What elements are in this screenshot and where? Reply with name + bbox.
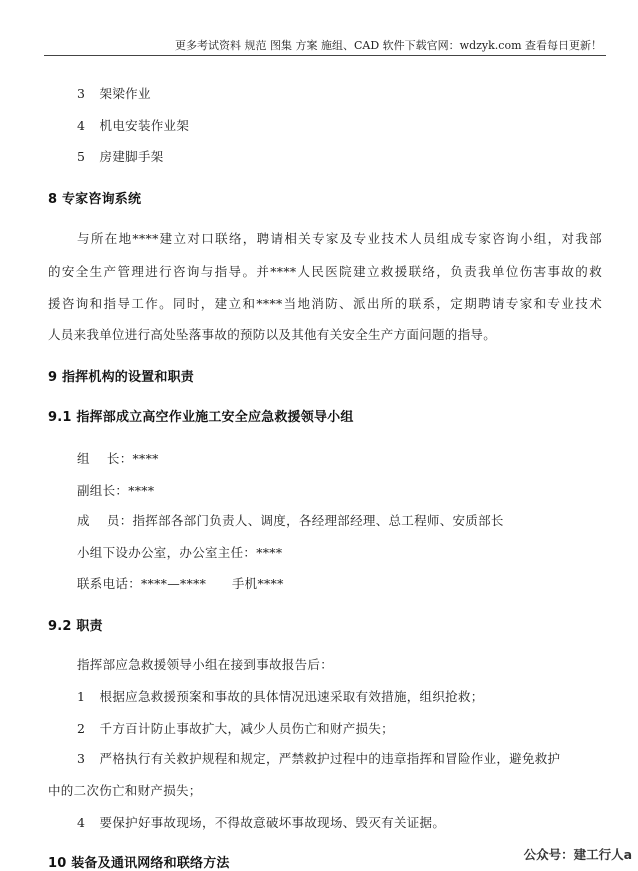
list-item [77,84,151,102]
header-rule [44,55,606,56]
office-item: 小组下设办公室，办公室主任：**** [77,545,283,560]
duty-number: 4 [77,815,86,830]
section-9-1-heading: 9.1 指挥部成立高空作业施工安全应急救援领导小组 [48,410,354,425]
page-header: 更多考试资料 规范 图集 方案 施组、CAD 软件下载官网：wdzyk.com 查看每日更新！ [175,39,602,52]
deputy-leader-item: 副组长：**** [77,483,155,498]
section-10-heading: 10 装备及通讯网络和联络方法 [48,856,230,871]
duty-number: 1 [77,689,86,704]
contact-item: 联系电话：****—**** 手机**** [77,576,284,591]
list-item-text: 房建脚手架 [99,149,164,164]
section-9-heading: 9 指挥机构的设置和职责 [48,370,194,385]
list-item-text: 机电安装作业架 [99,118,190,133]
members-item: 成 员：指挥部各部门负责人、调度，各经理部经理、总工程师、安质部长 [77,513,504,528]
duty-text: 千方百计防止事故扩大，减少人员伤亡和财产损失； [99,721,394,736]
section-8-heading: 8 专家咨询系统 [48,192,142,207]
watermark: 公众号：建工行人a [523,847,632,862]
duty-continuation: 中的二次伤亡和财产损失； [48,783,202,798]
paragraph-line: 援咨询和指导工作。同时，建立和****当地消防、派出所的联系，定期聘请专家和专业技术 [48,296,602,311]
leader-item: 组 长：**** [77,451,159,466]
duty-text: 根据应急救援预案和事故的具体情况迅速采取有效措施，组织抢救； [99,689,484,704]
duty-item [77,719,394,737]
list-item-number: 4 [77,118,86,133]
paragraph-line: 的安全生产管理进行咨询与指导。并****人民医院建立救援联络，负责我单位伤害事故的救 [48,264,602,279]
duty-item [77,813,445,831]
duty-number: 2 [77,721,86,736]
section-9-2-heading: 9.2 职责 [48,619,103,634]
paragraph-line: 与所在地****建立对口联络，聘请相关专家及专业技术人员组成专家咨询小组，对我部 [77,231,602,246]
list-item-number: 5 [77,149,86,164]
duty-item [77,749,560,767]
duty-number: 3 [77,751,86,766]
list-item [77,147,164,165]
duty-text: 要保护好事故现场，不得故意破坏事故现场、毁灭有关证据。 [99,815,446,830]
list-item-number: 3 [77,86,86,101]
duty-item [77,687,484,705]
list-item-text: 架梁作业 [99,86,151,101]
duties-intro: 指挥部应急救援领导小组在接到事故报告后： [77,657,334,672]
paragraph-line: 人员来我单位进行高处坠落事故的预防以及其他有关安全生产方面问题的指导。 [48,327,497,342]
duty-text: 严格执行有关救护规程和规定，严禁救护过程中的违章指挥和冒险作业，避免救护 [99,751,561,766]
list-item [77,116,189,134]
